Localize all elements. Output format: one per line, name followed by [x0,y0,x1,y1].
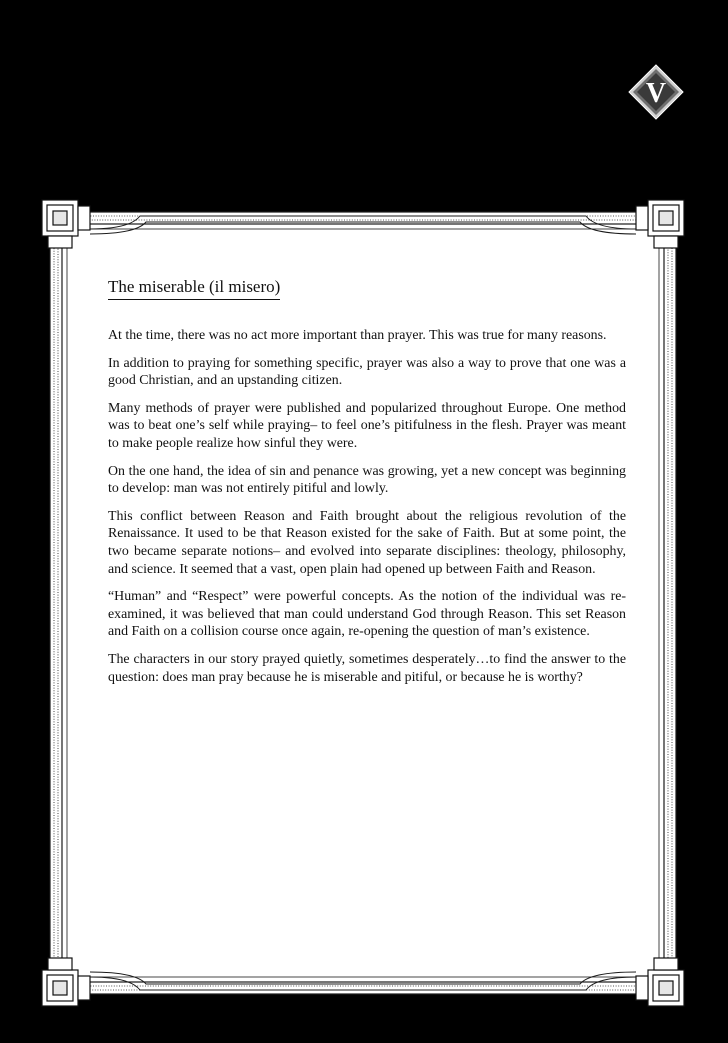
paragraph: This conflict between Reason and Faith brought about the religious revolution of the Renaissance. It used to be that Reason existed for the sake of Faith. But at some point, the two became separate notions– and evolved into separate disciplines: theology, philosophy, and science. It seemed that a vast, open plain had opened up between Faith and Reason. [108,508,626,577]
paragraph: “Human” and “Respect” were powerful concepts. As the notion of the individual was re-examined, it was believed that man could understand God through Reason. This set Reason and Faith on a collision course once again, re-opening the question of man’s existence. [108,589,626,640]
paragraph: At the time, there was no act more important than prayer. This was true for many reasons. [108,328,607,343]
chapter-badge [628,64,684,120]
article-body [108,327,626,686]
article [108,276,626,696]
paragraph: Many methods of prayer were published and popularized throughout Europe. One method was to beat one’s self while praying– to feel one’s pitifulness in the flesh. Prayer was meant to make people realize how sinful they were. [108,400,626,451]
chapter-number: V [645,78,667,109]
paragraph: In addition to praying for something specific, prayer was also a way to prove that one was a good Christian, and an upstanding citizen. [108,355,626,389]
diamond-badge-icon [628,64,684,120]
paragraph: The characters in our story prayed quietly, sometimes desperately…to find the answer to the question: does man pray because he is miserable and pitiful, or because he is worthy? [108,651,626,685]
article-title: The miserable (il misero) [108,276,280,300]
paragraph: On the one hand, the idea of sin and penance was growing, yet a new concept was beginning to develop: man was not entirely pitiful and lowly. [108,463,626,497]
